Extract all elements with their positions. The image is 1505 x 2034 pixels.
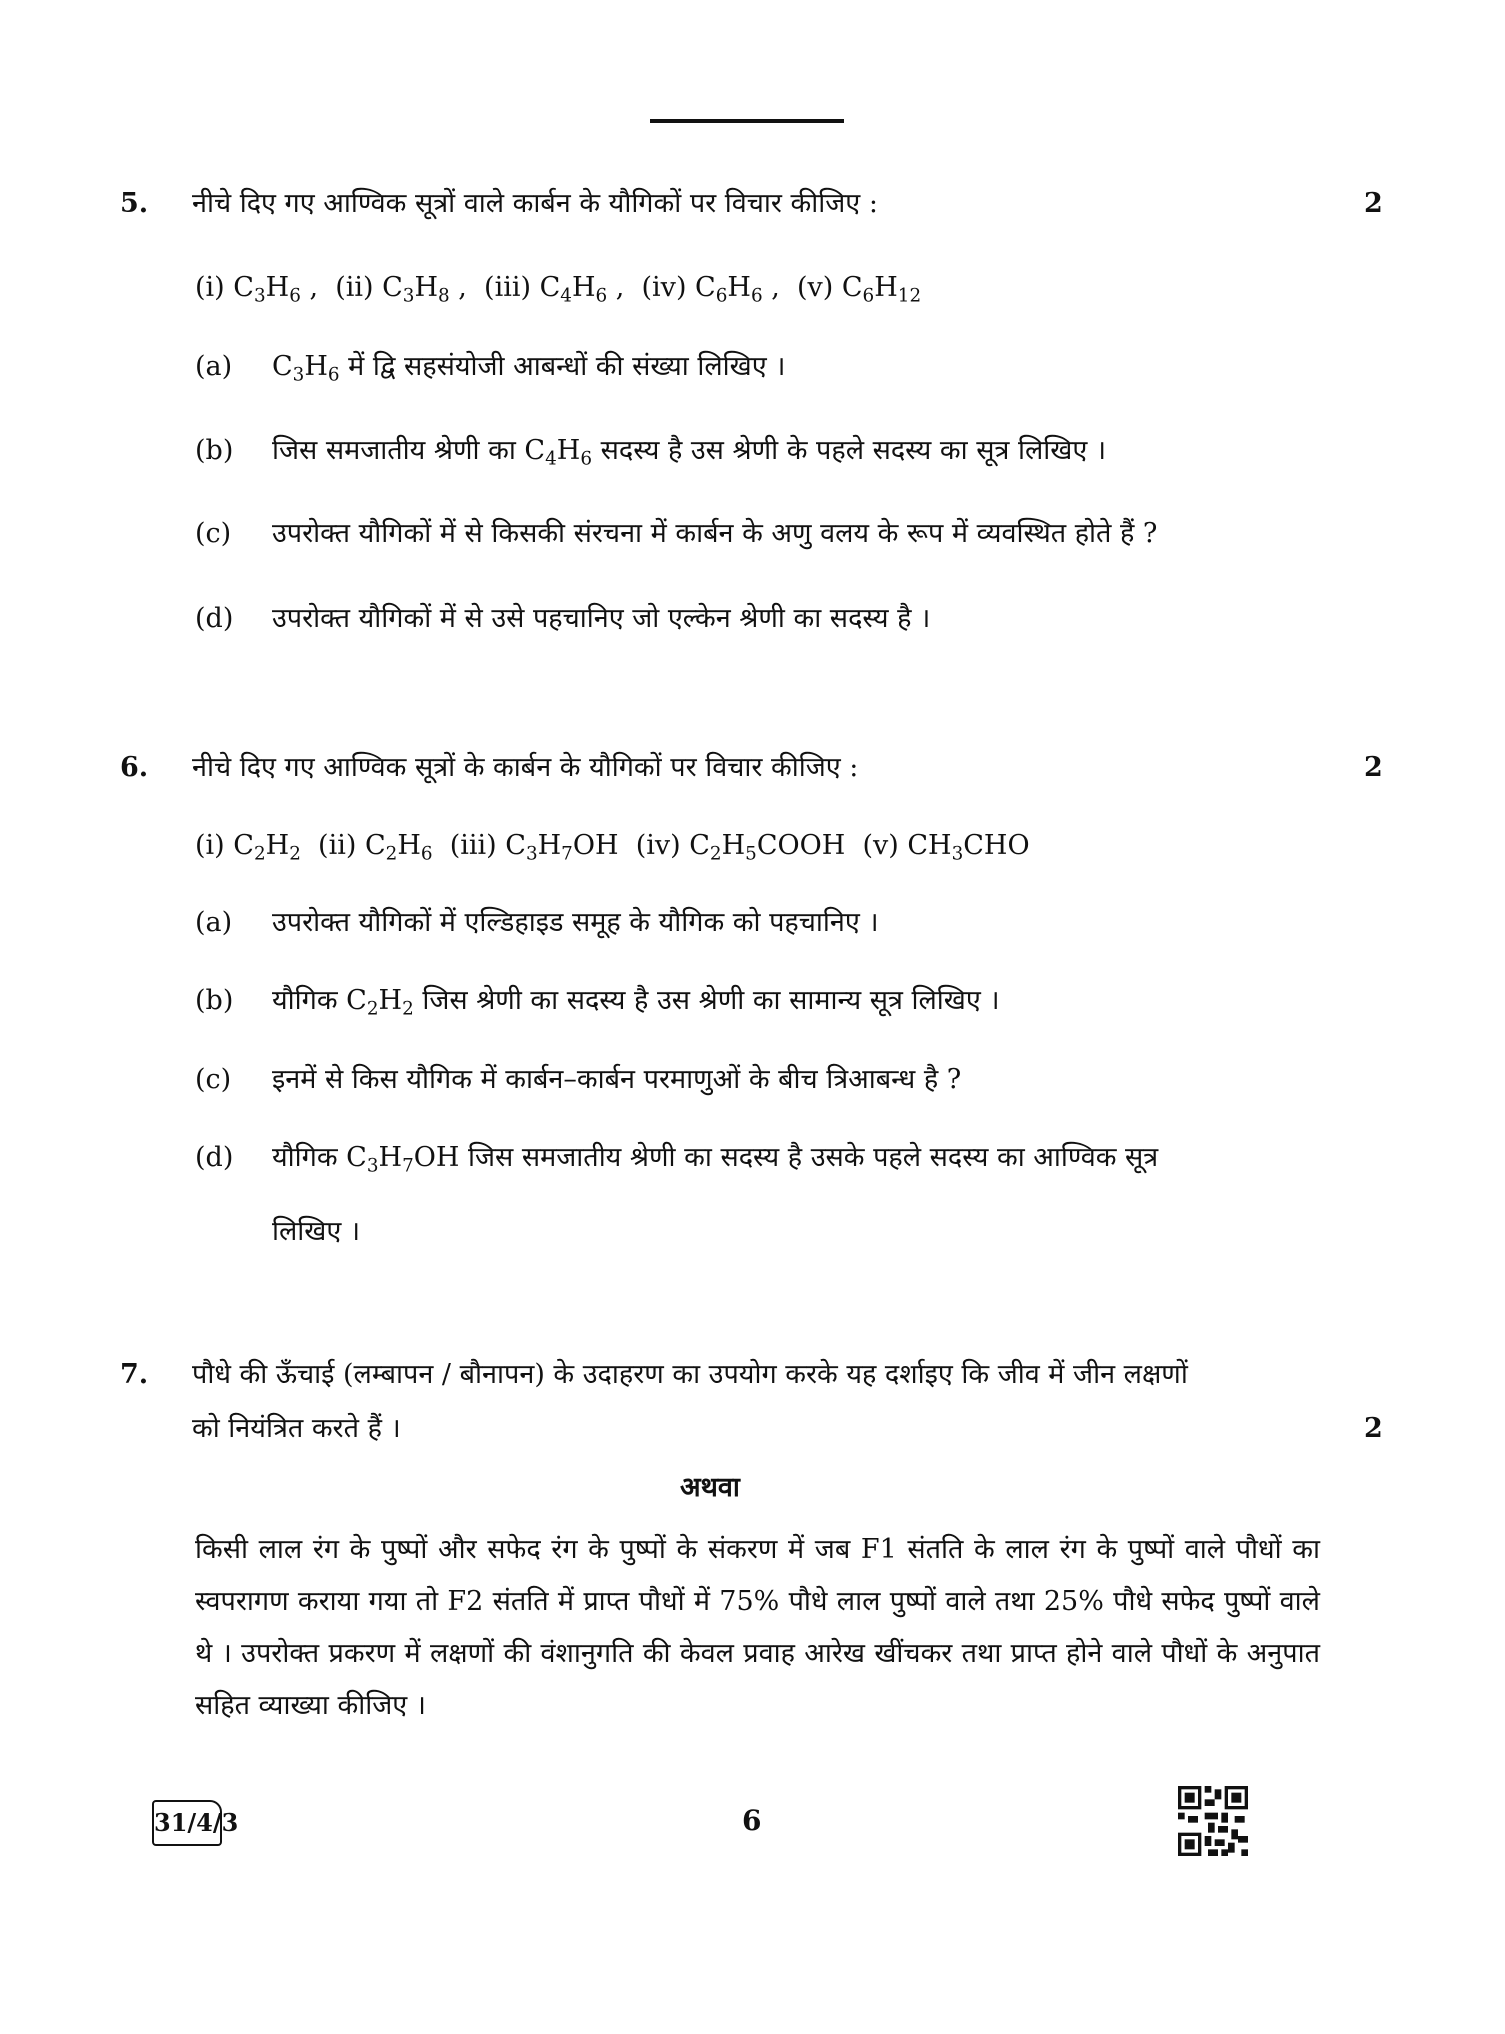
- q6-part-d-continuation: लिखिए ।: [272, 1216, 361, 1247]
- q6-part-b-text: यौगिक $C_2H_2$ जिस श्रेणी का सदस्य है उस श्रेणी का सामान्य सूत्र लिखिए ।: [272, 985, 1000, 1020]
- question-7-or-text: किसी लाल रंग के पुष्पों और सफेद रंग के पुष्पों के संकरण में जब F1 संतति के लाल रंग के पुष्पों वाले पौधों का स्वपरागण कराया गया तो F2 संतति में प्राप्त पौधों में 75% पौधे लाल पुष्पों वाले तथा 25% पौधे सफेद पुष्पों वाले थे । उपरोक्त प्रकरण में लक्षणों की वंशानुगति की केवल प्रवाह आरेख खींचकर तथा प्राप्त होने वाले पौधों के अनुपात सहित व्याख्या कीजिए ।: [195, 1534, 1320, 1721]
- q6-part-a-label: (a): [195, 907, 233, 938]
- paper-code: 31/4/3: [152, 1800, 222, 1846]
- question-7-text-line2: को नियंत्रित करते हैं ।: [192, 1413, 401, 1444]
- q5-part-c-text: उपरोक्त यौगिकों में से किसकी संरचना में कार्बन के अणु वलय के रूप में व्यवस्थित होते हैं ?: [272, 518, 1158, 549]
- question-6-number: 6.: [120, 752, 149, 783]
- q6-part-d-label: (d): [195, 1142, 234, 1173]
- question-6-text: नीचे दिए गए आण्विक सूत्रों के कार्बन के यौगिकों पर विचार कीजिए :: [192, 752, 859, 783]
- q5-part-b-label: (b): [195, 435, 234, 466]
- question-5-formulas: (i) $C_3H_6$ , (ii) $C_3H_8$ , (iii) $C_4H_6$ , (iv) $C_6H_6$ , (v) $C_6H_{12}$: [195, 272, 922, 307]
- q5-part-b-text: जिस समजातीय श्रेणी का $C_4H_6$ सदस्य है उस श्रेणी के पहले सदस्य का सूत्र लिखिए ।: [272, 435, 1107, 470]
- question-5-marks: 2: [1364, 188, 1383, 219]
- q5-part-d-label: (d): [195, 603, 234, 634]
- q6-part-c-label: (c): [195, 1064, 232, 1095]
- page-number: 6: [742, 1804, 762, 1837]
- top-rule: [650, 119, 844, 123]
- q6-part-c-text: इनमें से किस यौगिक में कार्बन–कार्बन परमाणुओं के बीच त्रिआबन्ध है ?: [272, 1064, 962, 1095]
- or-label: अथवा: [680, 1472, 740, 1503]
- q6-part-a-text: उपरोक्त यौगिकों में एल्डिहाइड समूह के यौगिक को पहचानिए ।: [272, 907, 879, 938]
- q5-part-a-label: (a): [195, 351, 233, 382]
- question-5-number: 5.: [120, 188, 149, 219]
- question-6-marks: 2: [1364, 752, 1383, 783]
- qr-code-icon: [1178, 1786, 1248, 1856]
- q6-part-b-label: (b): [195, 985, 234, 1016]
- question-5-text: नीचे दिए गए आण्विक सूत्रों वाले कार्बन के यौगिकों पर विचार कीजिए :: [192, 188, 878, 219]
- q6-part-d-text: यौगिक $C_3H_7OH$ जिस समजातीय श्रेणी का सदस्य है उसके पहले सदस्य का आण्विक सूत्र: [272, 1142, 1159, 1177]
- question-7-number: 7.: [120, 1359, 149, 1390]
- question-7-marks: 2: [1364, 1413, 1383, 1444]
- q5-part-d-text: उपरोक्त यौगिकों में से उसे पहचानिए जो एल्केन श्रेणी का सदस्य है ।: [272, 603, 931, 634]
- q5-part-c-label: (c): [195, 518, 232, 549]
- question-6-formulas: (i) $C_2H_2$ (ii) $C_2H_6$ (iii) $C_3H_7OH$ (iv) $C_2H_5COOH$ (v) $CH_3CHO$: [195, 830, 1030, 865]
- q5-part-a-text: $C_3H_6$ में द्वि सहसंयोजी आबन्धों की संख्या लिखिए ।: [272, 351, 786, 386]
- question-7-text-line1: पौधे की ऊँचाई (लम्बापन / बौनापन) के उदाहरण का उपयोग करके यह दर्शाइए कि जीव में जीन लक्षणों: [192, 1359, 1188, 1390]
